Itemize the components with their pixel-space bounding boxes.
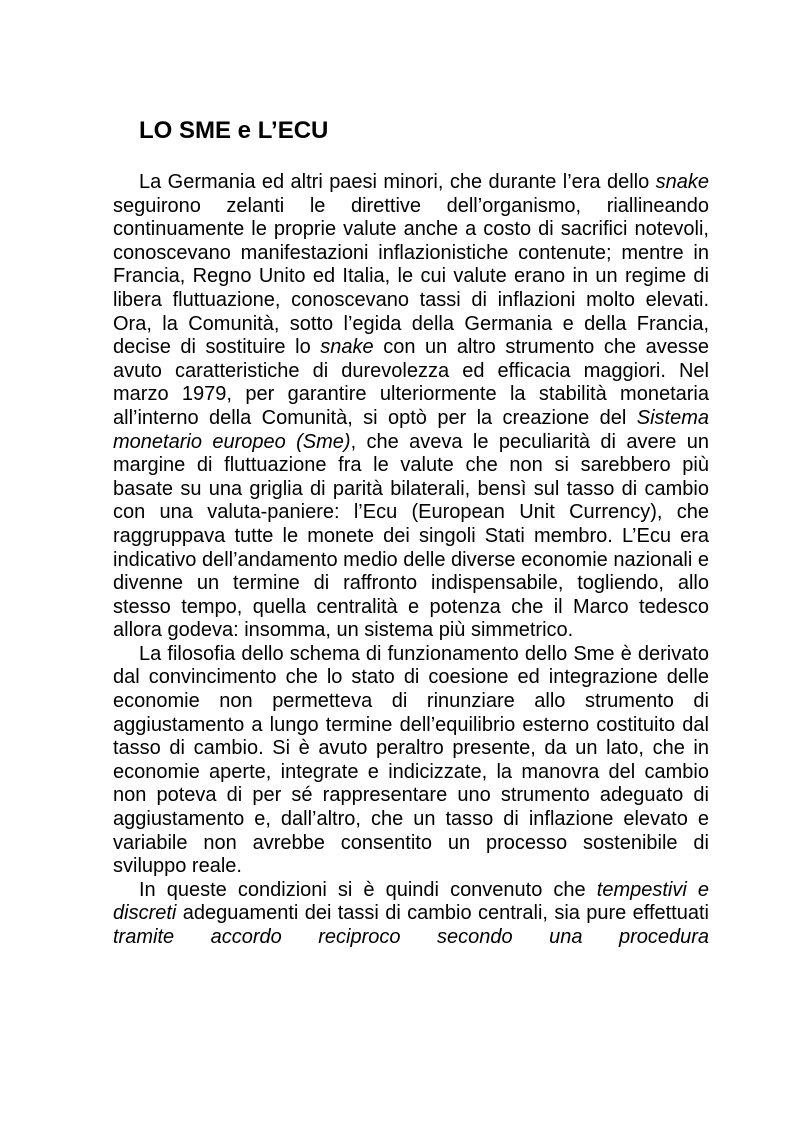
text-run: con un altro strumento che avesse avuto caratteristiche di durevolezza ed efficacia maggiori. Nel marzo 1979, per garantire ulteriormente la stabilità monetaria all’interno della Comunità, si optò per la creazione del (113, 336, 710, 429)
text-run: seguirono zelanti le direttive dell’organismo, riallineando continuamente le proprie valute anche a costo di sacrifici notevoli, conoscevano manifestazioni inflazionistiche contenute; mentre in Francia, Regno Unito ed Italia, le cui valute erano in un regime di libera fluttuazione, conoscevano tassi di inflazioni molto elevati. Ora, la Comunità, sotto l’egida della Germania e della Francia, decise di sostituire lo (113, 194, 709, 359)
paragraph (113, 879, 709, 950)
text-run: La filosofia dello schema di funzionamento dello Sme è derivato dal convincimento che lo stato di coesione ed integrazione delle economie non permetteva di rinunziare allo strumento di aggiustamento a lungo termine dell’equilibrio esterno costituito dal tasso di cambio. Si è avuto peraltro presente, da un lato, che in economie aperte, integrate e indicizzate, la manovra del cambio non poteva di per sé rappresentare uno strumento adeguato di aggiustamento e, dall’altro, che un tasso di inflazione elevato e variabile non avrebbe consentito un processo sostenibile di sviluppo reale. (113, 642, 709, 878)
text-run: , che aveva le peculiarità di avere un margine di fluttuazione fra le valute che non si sarebbero più basate su una griglia di parità bilaterali, bensì sul tasso di cambio con una valuta-paniere: l’Ecu (European Unit Currency), che raggruppava tutte le monete dei singoli Stati membro. L’Ecu era indicativo dell’andamento medio delle diverse economie nazionali e divenne un termine di raffronto indispensabile, togliendo, allo stesso tempo, quella centralità e potenza che il Marco tedesco allora godeva: insomma, un sistema più simmetrico. (113, 430, 710, 642)
paragraph (113, 643, 709, 879)
italic-text: tramite accordo reciproco secondo una procedura (113, 926, 709, 948)
text-run: La Germania ed altri paesi minori, che durante l’era dello (139, 171, 656, 193)
body-text (113, 171, 709, 950)
text-run: In queste condizioni si è quindi convenuto che (139, 878, 597, 901)
italic-text: snake (655, 171, 709, 193)
text-run: adeguamenti dei tassi di cambio centrali, sia pure effettuati (176, 902, 709, 925)
italic-text: tempestivi e discreti (113, 878, 709, 925)
paragraph (113, 171, 709, 643)
italic-text: Sistema monetario europeo (Sme) (113, 406, 709, 453)
italic-text: snake (320, 336, 374, 359)
page-title: LO SME e L’ECU (139, 117, 329, 144)
